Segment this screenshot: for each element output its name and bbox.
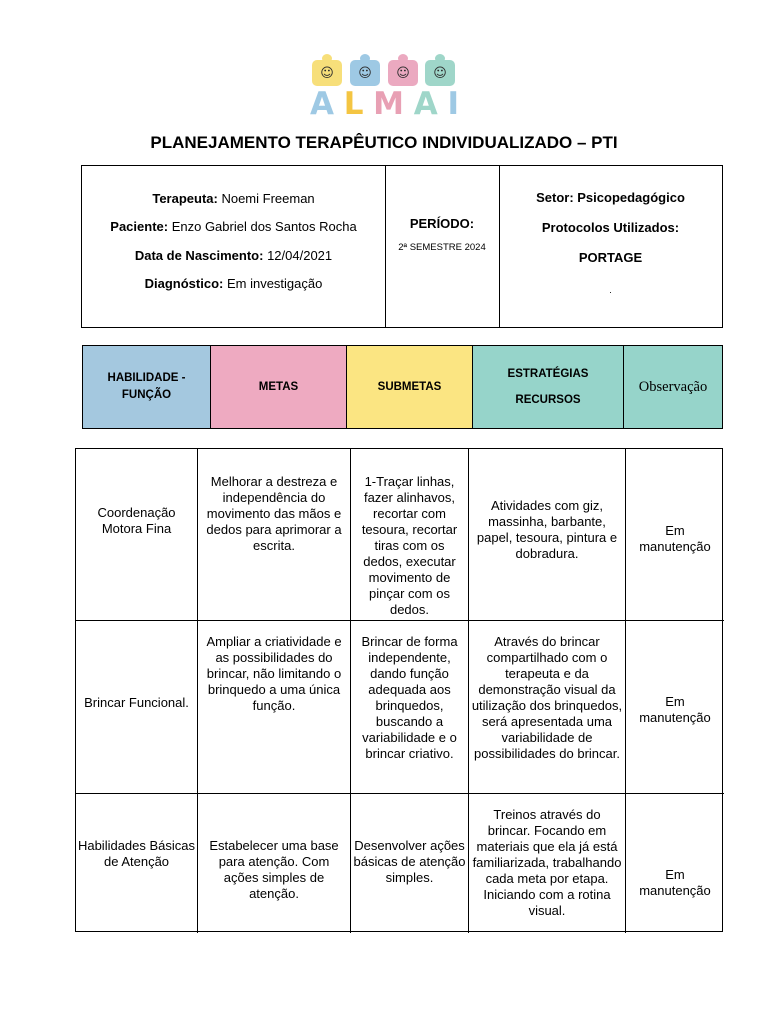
puzzle-piece-icon: [350, 60, 380, 86]
diagnosis-label: Diagnóstico:: [144, 276, 224, 291]
birth-date-label: Data de Nascimento:: [134, 248, 264, 263]
column-header-subgoals: [347, 346, 473, 428]
sector-label: Setor: Psicopedagógico: [536, 190, 685, 205]
puzzle-piece-icon: [312, 60, 342, 86]
period-cell: [385, 166, 500, 327]
therapist-value: Noemi Freeman: [217, 191, 315, 206]
birth-date-line: [82, 248, 385, 264]
table-cell-ability: Brincar Funcional.: [84, 695, 189, 710]
patient-line: [82, 219, 385, 235]
table-divider: [76, 620, 724, 621]
logo-letter: I: [447, 86, 460, 122]
smiley-face-icon: ☺: [358, 66, 372, 81]
table-divider: [76, 793, 724, 794]
table-cell-strategy: Treinos através do brincar. Focando em materiais que ela já está familiarizada, trabalhando cada meta por etapa. Iniciando com a rotina visual.: [472, 807, 622, 918]
column-header-goals-label: METAS: [258, 380, 299, 393]
dot-mark: .: [609, 285, 612, 295]
period-value: 2ª SEMESTRE 2024: [398, 242, 486, 253]
smiley-face-icon: ☺: [396, 66, 410, 81]
table-cell-observation: Em manutenção: [639, 694, 711, 725]
patient-info-box: [81, 165, 723, 328]
table-cell-subgoal: Desenvolver ações básicas de atenção simples.: [353, 838, 466, 885]
protocol-value: PORTAGE: [578, 250, 643, 265]
column-header-strategies-label: ESTRATÉGIAS: [507, 368, 589, 380]
column-header-resources-label: RECURSOS: [515, 394, 581, 406]
table-cell-ability: Coordenação Motora Fina: [97, 505, 176, 536]
table-cell-ability: Habilidades Básicas de Atenção: [77, 838, 196, 869]
document-title: PLANEJAMENTO TERAPÊUTICO INDIVIDUALIZADO – PTI: [150, 133, 618, 152]
column-header-observation: [624, 346, 722, 428]
logo-wordmark: [310, 87, 460, 121]
logo-letter: M: [373, 86, 406, 122]
table-cell-subgoal: 1-Traçar linhas, fazer alinhavos, recortar com tesoura, recortar tiras com os dedos, executar movimento de pinçar com os dedos.: [361, 474, 458, 617]
therapist-line: [82, 191, 385, 207]
protocols-label: Protocolos Utilizados:: [541, 220, 680, 235]
sector-cell: [499, 166, 722, 327]
almai-logo: [308, 54, 460, 122]
table-divider: [625, 449, 626, 933]
birth-date-value: 12/04/2021: [263, 248, 333, 263]
column-header-strategies: [473, 346, 624, 428]
puzzle-piece-icon: [425, 60, 455, 86]
table-cell-observation: Em manutenção: [639, 867, 711, 898]
table-cell-strategy: Através do brincar compartilhado com o terapeuta e da demonstração visual da utilização dos brinquedos, será apresentada uma variabilidade de possibilidades do brincar.: [471, 634, 623, 761]
table-cell-goal: Melhorar a destreza e independência do movimento das mãos e dedos para aprimorar a escrita.: [206, 474, 342, 553]
table-cell-strategy: Atividades com giz, massinha, barbante, papel, tesoura, pintura e dobradura.: [476, 498, 618, 561]
column-headers: [82, 345, 723, 429]
logo-letter: A: [413, 86, 439, 122]
logo-letter: L: [343, 86, 365, 122]
column-header-observation-label: Observação: [638, 378, 708, 395]
diagnosis-line: [82, 276, 385, 292]
column-header-subgoals-label: SUBMETAS: [377, 380, 442, 393]
table-cell-goal: Estabelecer uma base para atenção. Com ações simples de atenção.: [209, 838, 339, 901]
patient-label: Paciente:: [110, 219, 169, 234]
smiley-face-icon: ☺: [433, 66, 447, 81]
therapy-plan-table: [75, 448, 723, 932]
smiley-face-icon: ☺: [320, 66, 334, 81]
puzzle-piece-icon: [388, 60, 418, 86]
table-cell-observation: Em manutenção: [639, 523, 711, 554]
table-cell-subgoal: Brincar de forma independente, dando função adequada aos brinquedos, buscando a variabilidade e o brincar criativo.: [361, 634, 458, 761]
column-header-ability-label: HABILIDADE - FUNÇÃO: [107, 372, 186, 401]
therapist-label: Terapeuta:: [152, 191, 218, 206]
patient-value: Enzo Gabriel dos Santos Rocha: [168, 219, 357, 234]
column-header-goals: [211, 346, 347, 428]
logo-letter: A: [310, 86, 335, 122]
table-cell-goal: Ampliar a criatividade e as possibilidades do brincar, não limitando o brinquedo a uma única função.: [206, 634, 342, 713]
patient-details-cell: [82, 166, 386, 327]
diagnosis-value: Em investigação: [223, 276, 323, 291]
column-header-ability: [83, 346, 211, 428]
period-label: PERÍODO:: [409, 216, 475, 231]
